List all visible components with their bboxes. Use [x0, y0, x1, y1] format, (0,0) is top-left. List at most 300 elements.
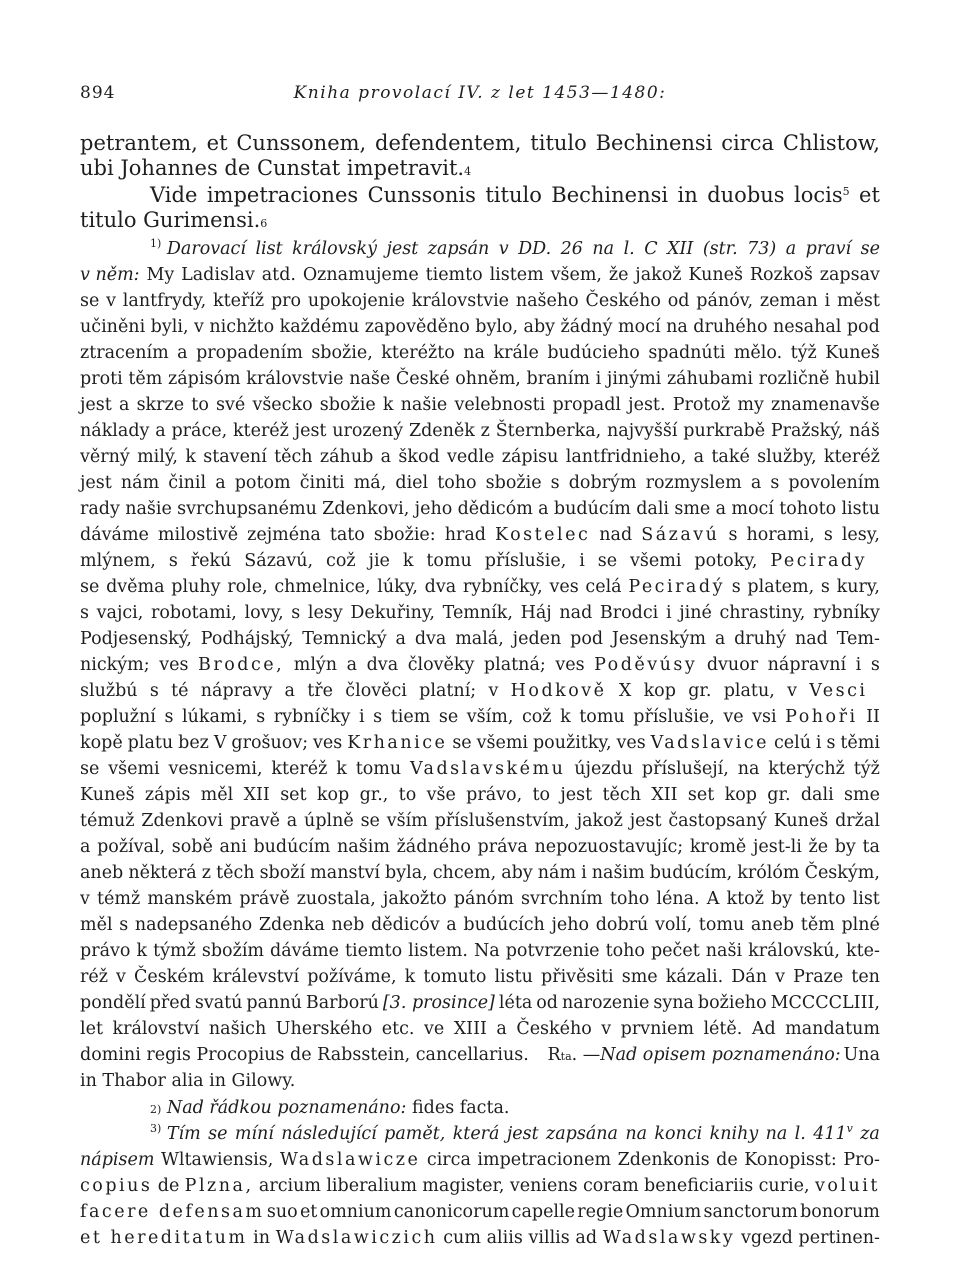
text-word: pluhy — [171, 577, 221, 597]
text-word: a — [785, 239, 797, 259]
text-word: z — [201, 863, 212, 883]
text-word: a — [496, 1019, 507, 1039]
text-word: se — [80, 577, 100, 597]
text-word: učiněni — [80, 317, 146, 337]
text-word: věrný — [80, 447, 130, 467]
text-word: lesy, — [841, 525, 880, 545]
footnote-1-line — [80, 681, 880, 701]
text-word: řekú — [190, 551, 232, 571]
text-word: byli, — [150, 317, 189, 337]
text-word: náš — [849, 421, 880, 441]
text-word: volí, — [654, 915, 693, 935]
text-word: et — [206, 131, 228, 155]
footnote-1-line — [80, 655, 880, 675]
text-word: sbožie, — [311, 343, 373, 363]
text-word: dědicóm — [457, 499, 533, 519]
footnote-3-line — [80, 1202, 880, 1222]
text-word: na — [765, 1124, 788, 1144]
text-word: propadením — [196, 343, 303, 363]
text-word: zeman — [759, 291, 818, 311]
text-word: rybníčky — [273, 707, 351, 727]
footnote-1-line — [80, 993, 880, 1013]
text-word: A — [706, 889, 720, 909]
text-word: mandatum — [785, 1019, 880, 1039]
text-word: tomu — [698, 915, 745, 935]
text-word: v — [106, 291, 117, 311]
footnote-1-line — [80, 447, 880, 467]
text-word: XII — [667, 239, 694, 259]
text-word: Zdenka — [258, 915, 325, 935]
text-word: Uherského — [275, 1019, 373, 1039]
footnote-1-line — [80, 915, 880, 935]
text-word: jest — [80, 395, 112, 415]
text-word: Brodci — [599, 603, 659, 623]
text-word: villis — [528, 1228, 570, 1248]
text-word: i — [815, 733, 822, 753]
text-word: pod — [570, 629, 604, 649]
text-word: pravě — [229, 811, 280, 831]
text-word: nad — [599, 525, 633, 545]
text-word: regie — [577, 1202, 624, 1222]
text-word: lantfrydy, — [122, 291, 207, 311]
text-word: v — [775, 967, 785, 987]
text-word: k — [382, 395, 394, 415]
text-word: lovy, — [244, 603, 284, 623]
footnote-1-line — [80, 499, 880, 519]
text-word: k — [185, 447, 196, 467]
text-word: a — [284, 681, 295, 701]
text-word: ves — [616, 733, 646, 753]
text-word: hubil — [835, 369, 880, 389]
text-word: velebnosti — [454, 395, 546, 415]
text-word: požíval, — [97, 837, 166, 857]
text-word: která — [452, 1124, 500, 1144]
text-word: kop — [643, 681, 676, 701]
text-word: prvniem — [620, 1019, 694, 1039]
page-header — [80, 83, 880, 109]
text-word: kteréž — [232, 421, 289, 441]
text-word: liberalium — [326, 1176, 417, 1196]
text-word: Českém — [134, 967, 205, 987]
text-word: léna. — [656, 889, 700, 909]
text-word: lesy — [307, 603, 343, 623]
text-word: arcium — [258, 1176, 321, 1196]
text-word: sbožím — [201, 941, 265, 961]
text-word: Peciradý — [628, 577, 725, 597]
text-word: dva — [366, 655, 399, 675]
text-word: k — [560, 707, 571, 727]
text-word: sme — [844, 785, 880, 805]
text-word: pondělí — [80, 993, 146, 1013]
text-word: jest — [80, 473, 112, 493]
text-word: pro — [270, 291, 302, 311]
text-word: s — [164, 707, 174, 727]
text-word: role, — [227, 577, 268, 597]
text-word: Omnium — [625, 1202, 702, 1222]
text-word: některá — [128, 863, 197, 883]
text-word: to — [398, 785, 417, 805]
text-word: příslušie, — [633, 707, 715, 727]
text-word: DD. — [518, 239, 552, 259]
text-word: pánóm — [453, 889, 514, 909]
text-word: budúcieho — [547, 343, 640, 363]
main-line — [80, 131, 880, 155]
text-word: plné — [841, 915, 880, 935]
text-word: v — [80, 889, 90, 909]
text-word: úplně — [304, 811, 354, 831]
text-word: ves — [555, 655, 585, 675]
text-word: Pohoři — [785, 707, 858, 727]
text-word: Kostelec — [494, 525, 591, 545]
text-word: tiem — [390, 707, 431, 727]
text-word: Plzna, — [184, 1176, 254, 1196]
text-word: XII — [651, 785, 678, 805]
text-word: kteréž — [271, 759, 328, 779]
footnote-3-line — [80, 1228, 880, 1248]
footnote-1-line: v něm: My Ladislav atd. Oznamujeme tiemto listem všem, že jakož Kuneš Rozkoš zapsav — [80, 265, 880, 285]
footnote-3-line — [80, 1150, 880, 1170]
text-word: častopsaný — [668, 811, 767, 831]
text-word: a — [715, 499, 727, 519]
text-word: nám — [537, 863, 577, 883]
text-word: Pro- — [843, 1150, 880, 1170]
text-word: službú — [80, 681, 138, 701]
text-word: jeho — [551, 915, 590, 935]
text-word: náklady — [80, 421, 150, 441]
text-word: zapověděno — [364, 317, 470, 337]
text-word: platní; — [419, 681, 477, 701]
text-word: zapsán — [427, 239, 490, 259]
text-word: C — [644, 239, 658, 259]
text-word: gr., — [359, 785, 389, 805]
text-word: 73) — [747, 239, 777, 259]
text-word: Podjesenský, — [80, 629, 192, 649]
text-word: našie — [125, 499, 172, 519]
text-word: Wadslawiczich — [275, 1228, 438, 1248]
text-word: Vesci — [809, 681, 868, 701]
text-word: ohněm, — [455, 369, 521, 389]
text-word: królóm — [737, 863, 800, 883]
text-word: impetracionem — [477, 1150, 612, 1170]
text-word: všemi — [476, 733, 529, 753]
text-word: grošuov; — [231, 733, 309, 753]
text-word: právě — [239, 889, 290, 909]
text-word: chrastiny, — [719, 603, 806, 623]
text-word: jiné — [679, 603, 712, 623]
text-word: záhub — [319, 447, 374, 467]
text-word: nad — [559, 603, 593, 623]
text-word: našim — [591, 863, 645, 883]
text-word: pannú — [246, 993, 302, 1013]
text-word: propadl — [552, 395, 621, 415]
text-word: se — [208, 1124, 228, 1144]
text-word: sme — [674, 499, 711, 519]
text-word: to — [532, 785, 551, 805]
text-word: 411 — [813, 1124, 847, 1144]
text-word: nickým; — [80, 655, 150, 675]
text-word: Zdenkovi — [141, 811, 223, 831]
text-word: s — [168, 551, 178, 571]
text-word: tiemto — [425, 265, 483, 285]
text-word: měl — [200, 785, 234, 805]
text-word: kop — [724, 785, 757, 805]
text-word: malá, — [455, 629, 504, 649]
text-word: knihy — [709, 1124, 759, 1144]
text-word: Českého — [585, 291, 661, 311]
text-word: ktož — [726, 889, 764, 909]
text-word: Zdenkonis — [617, 1150, 710, 1170]
text-word: se — [80, 759, 100, 779]
text-word: Českého — [516, 1019, 592, 1039]
text-word: království — [112, 1019, 200, 1039]
text-word: Oznamujeme — [302, 265, 419, 285]
text-word: České — [395, 369, 450, 389]
text-word: budúcím — [253, 837, 331, 857]
text-word: božieho — [697, 993, 767, 1013]
footnote-1-line — [80, 395, 880, 415]
text-word: najvyšší — [607, 421, 678, 441]
footnote-1-line — [80, 421, 880, 441]
text-word: k — [404, 967, 416, 987]
main-line: Vide impetraciones Cunssonis titulo Bechinensi in duobus locis$^5$ et — [150, 183, 880, 207]
text-word: naše — [349, 369, 391, 389]
text-word: a — [538, 499, 549, 519]
text-word: Podhájský, — [200, 629, 294, 649]
text-word: se — [452, 733, 472, 753]
text-word: nápravní — [767, 655, 847, 675]
text-word: konci — [654, 1124, 703, 1144]
text-word: nichžto — [209, 317, 275, 337]
footnote-1-line — [80, 317, 880, 337]
text-word: potoky, — [694, 551, 758, 571]
text-word: réž — [80, 967, 108, 987]
text-word: také — [711, 447, 750, 467]
text-word: témž — [97, 889, 141, 909]
page-number: 894 — [80, 83, 116, 103]
text-word: královskú, — [748, 941, 840, 961]
text-word: zápisu — [501, 447, 559, 467]
text-word: gr. — [688, 681, 712, 701]
text-word: upokojenie — [307, 291, 405, 311]
text-word: kteréžto — [381, 343, 455, 363]
text-word: Temnický — [302, 629, 387, 649]
text-word: set — [280, 785, 307, 805]
text-word: vgezd — [740, 1228, 793, 1248]
text-word: jest — [506, 1124, 539, 1144]
text-word: těmi — [840, 733, 880, 753]
text-word: rozličně — [758, 369, 830, 389]
text-word: na — [592, 239, 615, 259]
footnote-3-line — [80, 1176, 880, 1196]
text-word: facere defensam — [80, 1202, 265, 1222]
text-word: capelle — [511, 1202, 575, 1222]
text-word: ves — [159, 655, 189, 675]
text-word: povolením — [788, 473, 880, 493]
text-word: i — [824, 291, 831, 311]
text-word: našich — [208, 1019, 267, 1039]
text-word: sanctorum — [703, 1202, 798, 1222]
text-word: V — [213, 733, 227, 753]
text-word: sbožie — [319, 395, 376, 415]
text-word: žádný — [560, 317, 613, 337]
footnote-1-line — [80, 551, 880, 571]
text-word: Háj — [520, 603, 552, 623]
text-word: na — [737, 759, 760, 779]
text-word: chcem, — [432, 863, 497, 883]
text-word: všecko — [252, 395, 313, 415]
text-word: právo — [80, 941, 131, 961]
text-word: léta — [498, 993, 533, 1013]
text-word: voluit — [814, 1176, 880, 1196]
text-word: na — [666, 317, 688, 337]
text-word: v — [194, 317, 204, 337]
text-word: a — [80, 837, 91, 857]
footnote-1-line — [80, 291, 880, 311]
text-word: celá — [585, 577, 622, 597]
text-word: by — [771, 889, 793, 909]
text-word: petrantem, — [80, 131, 198, 155]
text-word: dali — [636, 499, 670, 519]
text-word: žádného — [396, 837, 471, 857]
footnote-1-line — [80, 577, 880, 597]
text-word: týmž — [153, 941, 196, 961]
text-word: od — [667, 291, 690, 311]
text-word: pertinen- — [798, 1228, 880, 1248]
text-word: et — [299, 1202, 318, 1222]
text-word: použitky, — [532, 733, 612, 753]
text-word: Zdeněk — [408, 421, 475, 441]
text-word: se — [597, 551, 618, 571]
text-word: jinými — [606, 369, 662, 389]
text-word: přivěsiti — [541, 967, 614, 987]
text-word: pod — [846, 317, 880, 337]
footnote-1-line: domini regis Procopius de Rabsstein, cancellarius. R ta . — Nad opisem poznamenáno: Una — [80, 1045, 880, 1065]
text-word: set — [687, 785, 715, 805]
text-word: dvěma — [106, 577, 165, 597]
text-word: veniens — [509, 1176, 578, 1196]
main-line: ubi Johannes de Cunstat impetravit. 4 — [80, 156, 472, 180]
text-word: těch — [216, 863, 255, 883]
text-word: aliis — [486, 1228, 523, 1248]
text-word: Bechinensi — [595, 131, 713, 155]
text-word: královstvie — [411, 291, 510, 311]
text-word: Kuneš — [688, 265, 743, 285]
text-word: bylo, — [475, 317, 519, 337]
text-word: vším — [386, 811, 428, 831]
text-word: aby — [523, 317, 556, 337]
text-word: příslušejí, — [641, 759, 729, 779]
text-word: měst — [836, 291, 880, 311]
footnote-1-line — [80, 473, 880, 493]
text-word: kromě — [689, 837, 747, 857]
text-word: kopě — [80, 733, 123, 753]
text-word: magister, — [422, 1176, 505, 1196]
text-word: měl — [80, 915, 113, 935]
text-word: defendentem, — [375, 131, 522, 155]
text-word: Jesenským — [611, 629, 706, 649]
text-word: týž — [853, 759, 880, 779]
text-word: zejména — [247, 525, 321, 545]
text-word: druhého — [693, 317, 768, 337]
text-word: listem. — [408, 941, 468, 961]
footnote-1-line — [80, 863, 880, 883]
text-word: svrchním — [520, 889, 603, 909]
text-word: beneficiariis — [644, 1176, 754, 1196]
text-word: jest. — [628, 395, 666, 415]
text-word: dali — [800, 785, 834, 805]
footnote-3-line: $^{3)}$ Tím se míní následující pamět, která jest zapsána na konci knihy na l. 411$^v$ za — [150, 1122, 880, 1144]
text-word: aneb — [80, 863, 124, 883]
footnote-2: 2) Nad řádkou poznamenáno: fides facta. — [150, 1098, 510, 1118]
text-word: let — [80, 1019, 103, 1039]
text-word: zápisóm — [168, 369, 241, 389]
text-word: etc. — [381, 1019, 415, 1039]
text-word: i — [595, 369, 602, 389]
text-word: a — [693, 447, 705, 467]
text-word: v — [488, 681, 499, 701]
text-word: Sázavú — [641, 525, 720, 545]
text-word: nám — [120, 473, 160, 493]
text-word: s — [728, 525, 738, 545]
text-word: těch — [602, 785, 641, 805]
text-word: i — [581, 863, 587, 883]
text-word: Kuneš — [773, 811, 829, 831]
text-word: nesahal — [773, 317, 842, 337]
text-word: Wadslawsky — [602, 1228, 736, 1248]
text-word: s — [770, 473, 780, 493]
text-word: a — [118, 395, 130, 415]
text-word: ani — [219, 837, 247, 857]
text-word: listem — [489, 265, 544, 285]
text-word: nad — [794, 629, 828, 649]
text-word: horami, — [746, 525, 815, 545]
text-word: Praze — [793, 967, 844, 987]
text-word: stavení — [203, 447, 267, 467]
text-word: platná; — [483, 655, 546, 675]
text-word: na — [625, 1124, 648, 1144]
text-word: Hodkově — [510, 681, 607, 701]
text-word: list — [255, 239, 283, 259]
text-word: lantfridnieho, — [565, 447, 687, 467]
text-word: listu — [841, 499, 880, 519]
text-word: platu, — [723, 681, 775, 701]
text-word: našie — [400, 395, 448, 415]
text-word: Kuneš — [825, 343, 880, 363]
text-word: dvuor — [706, 655, 759, 675]
text-word: rady — [80, 499, 120, 519]
main-line: titulo Gurimensi. 6 — [80, 208, 268, 232]
text-word: od — [536, 993, 558, 1013]
text-word: circa — [426, 1150, 471, 1170]
text-word: s — [731, 577, 741, 597]
text-word: vším, — [466, 707, 514, 727]
text-word: v — [116, 967, 126, 987]
text-word: to — [191, 395, 209, 415]
text-word: jeho — [414, 499, 453, 519]
running-title: Kniha provolací IV. z let 1453—1480: — [293, 83, 667, 103]
text-word: příslušenstvím, — [434, 811, 570, 831]
text-word: dva — [414, 629, 447, 649]
text-word: rybníčky, — [462, 577, 543, 597]
text-word: canonicorum — [393, 1202, 510, 1222]
text-word: Šternberka, — [495, 421, 602, 441]
text-word: chmelnice, — [274, 577, 371, 597]
footnote-1-line — [80, 629, 880, 649]
text-word: Rozkoš — [749, 265, 813, 285]
text-word: svatú — [194, 993, 243, 1013]
text-word: X — [618, 681, 632, 701]
text-word: každému — [279, 317, 360, 337]
